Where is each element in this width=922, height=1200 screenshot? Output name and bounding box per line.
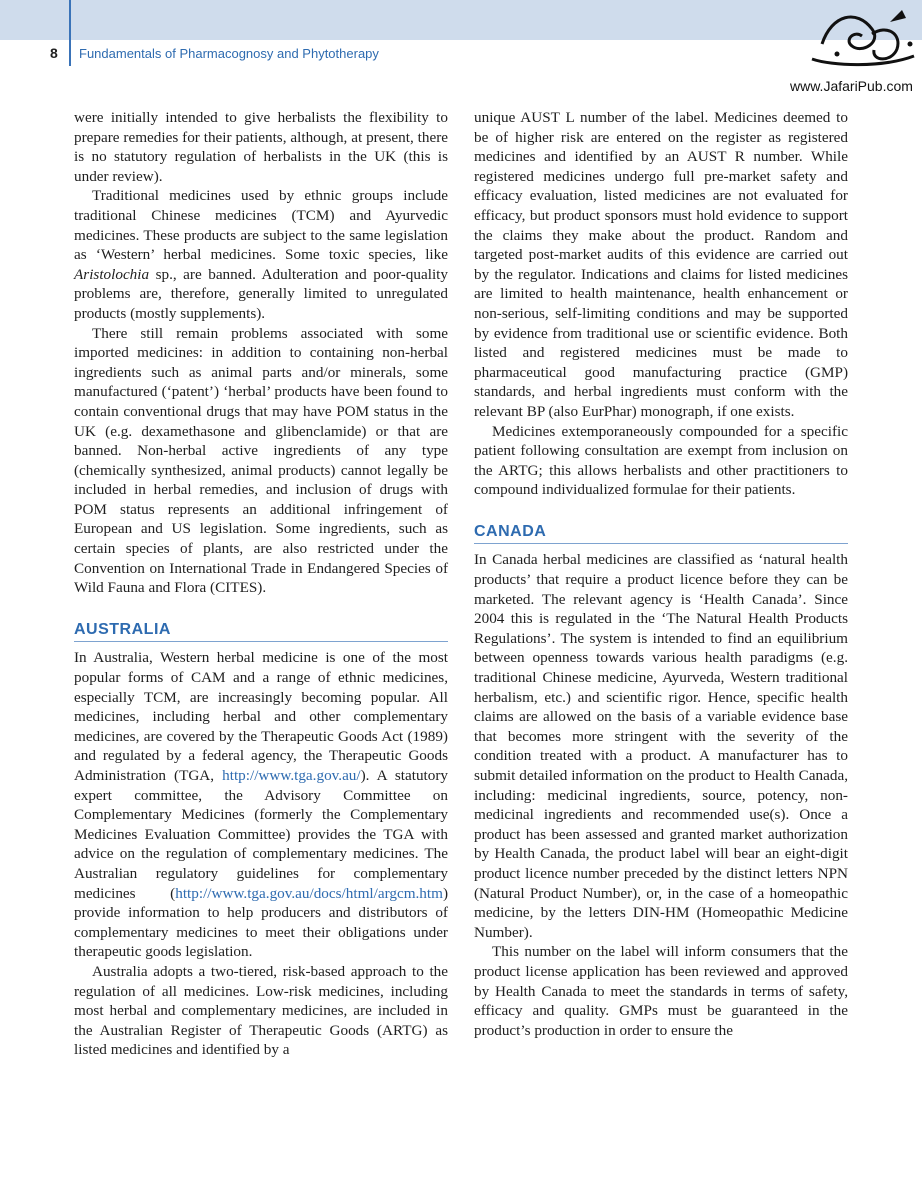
- paragraph: There still remain problems associated with some imported medicines: in addition to containing non-herbal ingredients such as animal parts and/or minerals, some manufactured (‘patent’) ‘herbal’ products have been found to contain conventional drugs that may have POM status in the UK (e.g. dexamethasone and glibenclamide) or that are banned. Non-herbal active ingredients of any type (chemically synthesized, animal products) cannot legally be included in herbal remedies, and inclusion of drugs with POM status represents an additional infringement of European and US legislation. Some ingredients, such as certain species of plants, are also restricted under the Convention on International Trade in Endangered Species of Wild Fauna and Flora (CITES).: [74, 324, 448, 597]
- publisher-website: www.JafariPub.com: [790, 78, 913, 94]
- paragraph: In Canada herbal medicines are classified as ‘natural health products’ that require a product licence before they can be marketed. The relevant agency is ‘Health Canada’. Since 2004 this is regulated in the ‘The Natural Health Products Regulations’. The system is intended to find an equilibrium between openness towards various health paradigms (e.g. traditional Chinese medicine, Ayurveda, Western traditional herbalism, etc.) and scientific rigor. Hence, specific health claims are allowed on the basis of a variable evidence base that becomes more stringent with the severity of the condition treated with a product. A manufacturer has to submit detailed information on the product to Health Canada, including: medicinal ingredients, source, potency, non-medicinal ingredients and recommended use(s). Once a product has been assessed and granted market authorization by Health Canada, the product label will bear an eight-digit product licence number preceded by the distinct letters NPN (Natural Product Number), or, in the case of a homeopathic medicine, by the letters DIN-HM (Homeopathic Medicine Number).: [474, 551, 848, 941]
- section-heading-canada: CANADA: [474, 522, 848, 545]
- paragraph: were initially intended to give herbalists the flexibility to prepare remedies for their patients, although, at present, there is no statutory regulation of herbalists in the UK (this is under review).: [74, 109, 448, 185]
- header-divider: [69, 0, 71, 66]
- paragraph: Medicines extemporaneously compounded for a specific patient following consultation are exempt from inclusion on the ARTG; this allows herbalists and other practitioners to compound individualized formulae for their patients.: [474, 422, 848, 499]
- argcm-link[interactable]: http://www.tga.gov.au/docs/html/argcm.htm: [175, 884, 443, 902]
- running-title: Fundamentals of Pharmacognosy and Phytotherapy: [79, 46, 379, 61]
- paragraph: unique AUST L number of the label. Medicines deemed to be of higher risk are entered on the register as registered medicines and identified by an AUST R number. While registered medicines undergo full pre-market safety and efficacy evaluation, listed medicines are not evaluated for efficacy, but product sponsors must hold evidence to support the claims they make about the product. Random and targeted post-market audits of this evidence are carried out by the regulator. Indications and claims for listed medicines are limited to health maintenance, health enhancement or non-serious, self-limiting conditions and may be supported by evidence from traditional use or scientific evidence. Both listed and registered medicines must be made to pharmaceutical good manufacturing practice (GMP) standards, and herbal ingredients must conform with the relevant BP (also EurPhar) monograph, if one exists.: [474, 109, 848, 420]
- page-number: 8: [50, 45, 58, 61]
- paragraph: Australia adopts a two-tiered, risk-based approach to the regulation of all medicines. Low-risk medicines, including most herbal and complementary medicines, are included in the Australian Register of Therapeutic Goods (ARTG) as listed medicines and identified by a: [74, 962, 448, 1059]
- paragraph: This number on the label will inform consumers that the product license application has been reviewed and approved by Health Canada to meet the standards in terms of safety, efficacy and quality. GMPs must be guaranteed in the product’s production in order to ensure the: [474, 943, 848, 1039]
- header-band: [0, 0, 922, 40]
- right-column: [474, 108, 848, 1040]
- tga-link[interactable]: http://www.tga.gov.au/: [222, 767, 361, 784]
- paragraph: In Australia, Western herbal medicine is one of the most popular forms of CAM and a range of ethnic medicines, especially TCM, are increasingly becoming popular. All medicines, including herbal and other complementary medicines, are covered by the Therapeutic Goods Act (1989) and regulated by a federal agency, the Therapeutic Goods Administration (TGA, http://www.tga.gov.au/). A statutory expert committee, the Advisory Committee on Complementary Medicines (formerly the Complementary Medicines Evaluation Committee) provides the TGA with advice on the regulation of complementary medicines. The Australian regulatory guidelines for complementary medicines (http://www.tga.gov.au/docs/html/argcm.htm) provide information to help producers and distributors of complementary medicines to meet their obligations under therapeutic goods legislation.: [74, 649, 449, 961]
- section-heading-australia: AUSTRALIA: [74, 620, 448, 643]
- paragraph: Traditional medicines used by ethnic groups include traditional Chinese medicines (TCM) and Ayurvedic medicines. These products are subject to the same legislation as ‘Western’ herbal medicines. Some toxic species, like Aristolochia sp., are banned. Adulteration and poor-quality problems are, therefore, generally limited to unregulated products (mostly supplements).: [74, 187, 448, 322]
- publisher-logo-icon: [802, 4, 922, 74]
- left-column: [74, 108, 448, 1060]
- species-name: Aristolochia: [74, 265, 150, 283]
